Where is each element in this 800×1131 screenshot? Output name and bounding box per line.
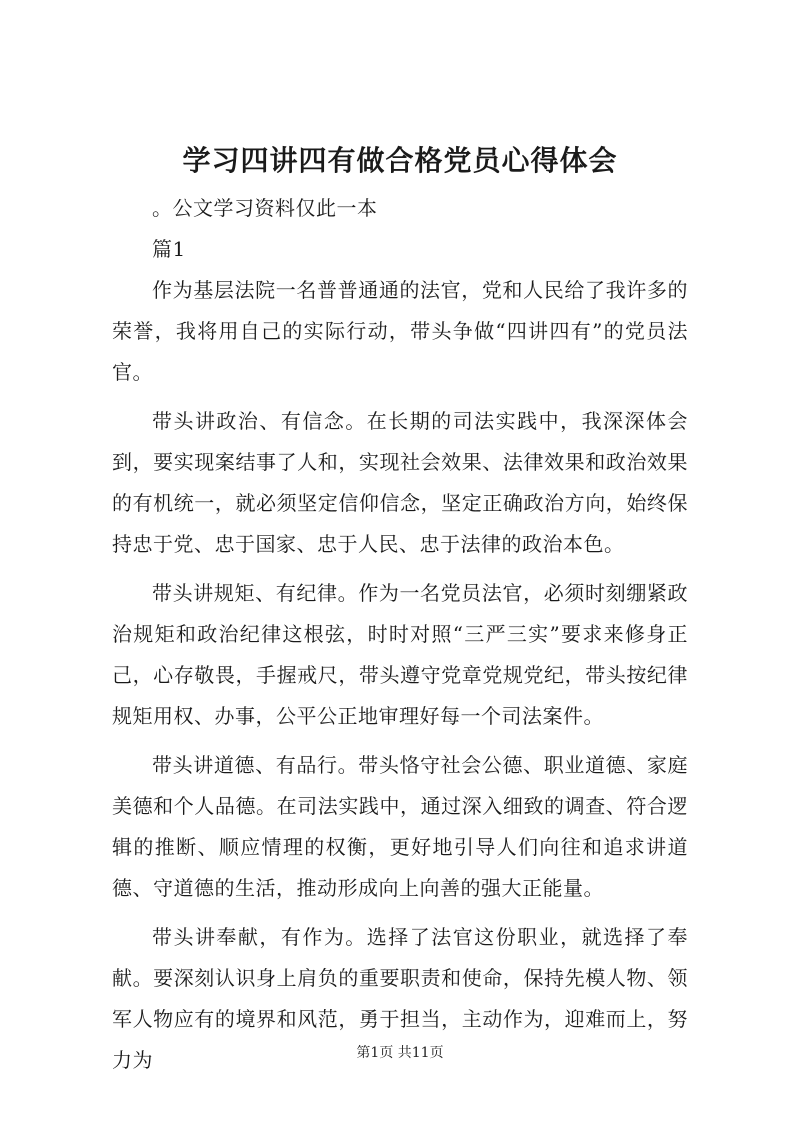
paragraph-politics: 带头讲政治、有信念。在长期的司法实践中，我深深体会到，要实现案结事了人和，实现社会效果、法律效果和政治效果的有机统一，就必须坚定信仰信念，坚定正确政治方向，始终保持忠于党、忠于国家、忠于人民、忠于法律的政治本色。 <box>112 409 688 556</box>
page-title: 学习四讲四有做合格党员心得体会 <box>182 144 618 177</box>
paragraph-intro: 作为基层法院一名普普通通的法官，党和人民给了我许多的荣誉，我将用自己的实际行动，带头争做“四讲四有”的党员法官。 <box>112 278 688 384</box>
paragraph-dedication: 带头讲奉献，有作为。选择了法官这份职业，就选择了奉献。要深刻认识身上肩负的重要职责和使命，保持先模人物、领军人物应有的境界和风范，勇于担当，主动作为，迎难而上，努力为 <box>112 925 688 1072</box>
document-body <box>112 188 688 1081</box>
paragraph-section-label: 篇1 <box>152 237 186 261</box>
page-number-footer: 第1页 共11页 <box>356 1045 444 1061</box>
paragraph-morality: 带头讲道德、有品行。带头恪守社会公德、职业道德、家庭美德和个人品德。在司法实践中，通过深入细致的调查、符合逻辑的推断、顺应情理的权衡，更好地引导人们向往和追求讲道德、守道德的生活，推动形成向上向善的强大正能量。 <box>112 753 688 900</box>
paragraph-discipline: 带头讲规矩、有纪律。作为一名党员法官，必须时刻绷紧政治规矩和政治纪律这根弦，时时对照“三严三实”要求来修身正己，心存敬畏，手握戒尺，带头遵守党章党规党纪，带头按纪律规矩用权、办事，公平公正地审理好每一个司法案件。 <box>112 581 688 728</box>
paragraph-note: 。公文学习资料仅此一本 <box>152 196 378 220</box>
